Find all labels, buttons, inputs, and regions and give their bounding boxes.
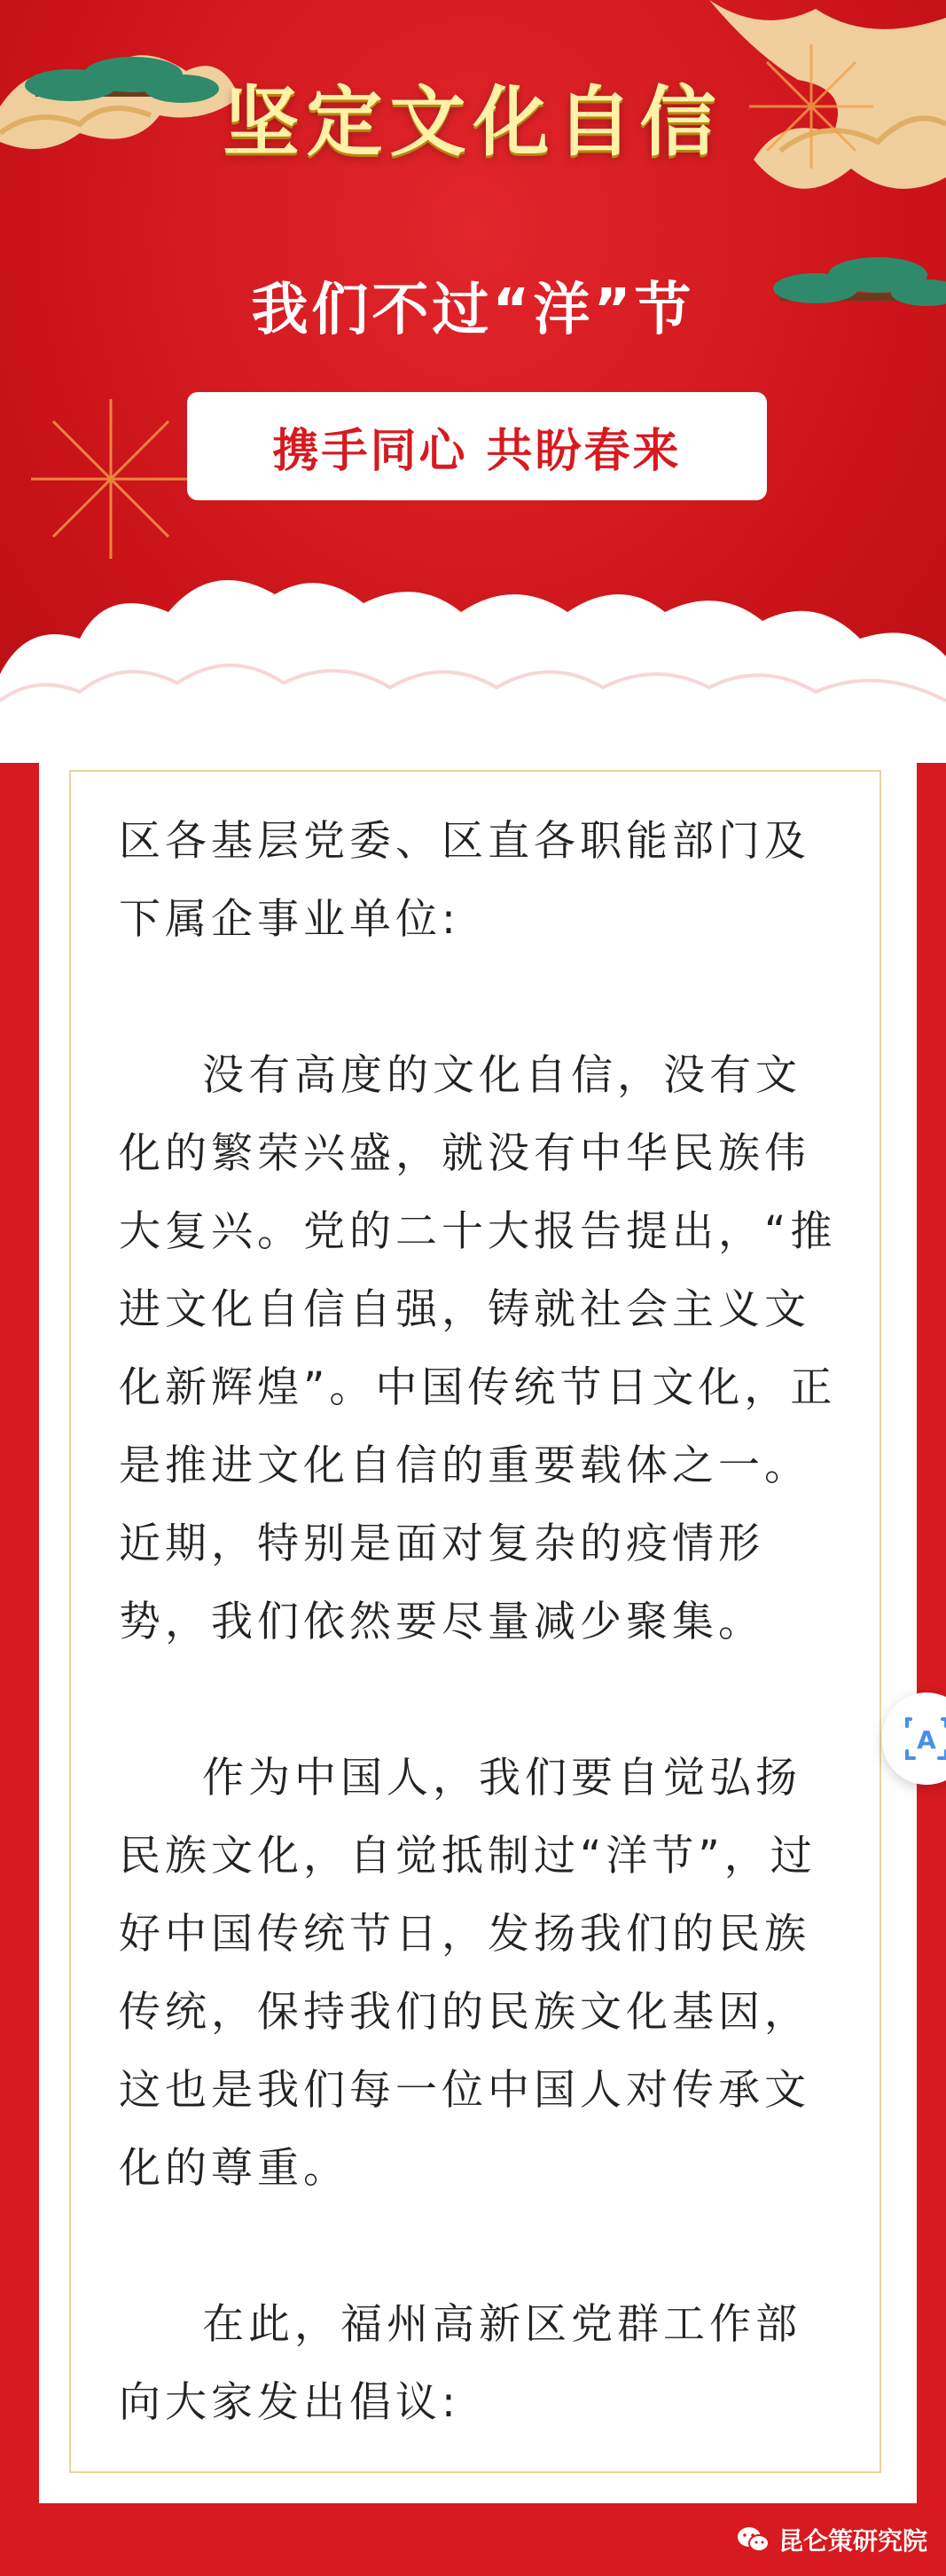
article-body: [119, 803, 837, 2520]
wechat-icon: [736, 2525, 771, 2555]
body-paragraph: 没有高度的文化自信，没有文化的繁荣兴盛，就没有中华民族伟大复兴。党的二十大报告提出，“推进文化自信自强，铸就社会主义文化新辉煌”。中国传统节日文化，正是推进文化自信的重要载体之一。近期，特别是面对复杂的疫情形势，我们依然要尽量减少聚集。: [119, 1051, 837, 1646]
translate-icon: [903, 1716, 946, 1762]
body-paragraph: 作为中国人，我们要自觉弘扬民族文化，自觉抵制过“洋节”，过好中国传统节日，发扬我们的民族传统，保持我们的民族文化基因，这也是我们每一位中国人对传承文化的尊重。: [119, 1754, 817, 2193]
page-subtitle: 我们不过“洋”节: [251, 278, 695, 343]
svg-text:A: A: [917, 1725, 936, 1755]
body-paragraph: 在此，福州高新区党群工作部向大家发出倡议:: [119, 2300, 801, 2427]
slogan-text: 携手同心 共盼春来: [272, 424, 682, 478]
page-title: 坚定文化自信: [223, 78, 723, 167]
slogan-banner: [187, 392, 767, 500]
salutation-paragraph: 区各基层党委、区直各职能部门及下属企事业单位:: [119, 817, 810, 944]
firework-decoration-left: [31, 399, 191, 559]
header-banner: [0, 0, 946, 763]
account-watermark: [736, 2517, 927, 2562]
cloud-band-decoration: [0, 580, 946, 763]
account-name: 昆仑策研究院: [778, 2526, 928, 2556]
